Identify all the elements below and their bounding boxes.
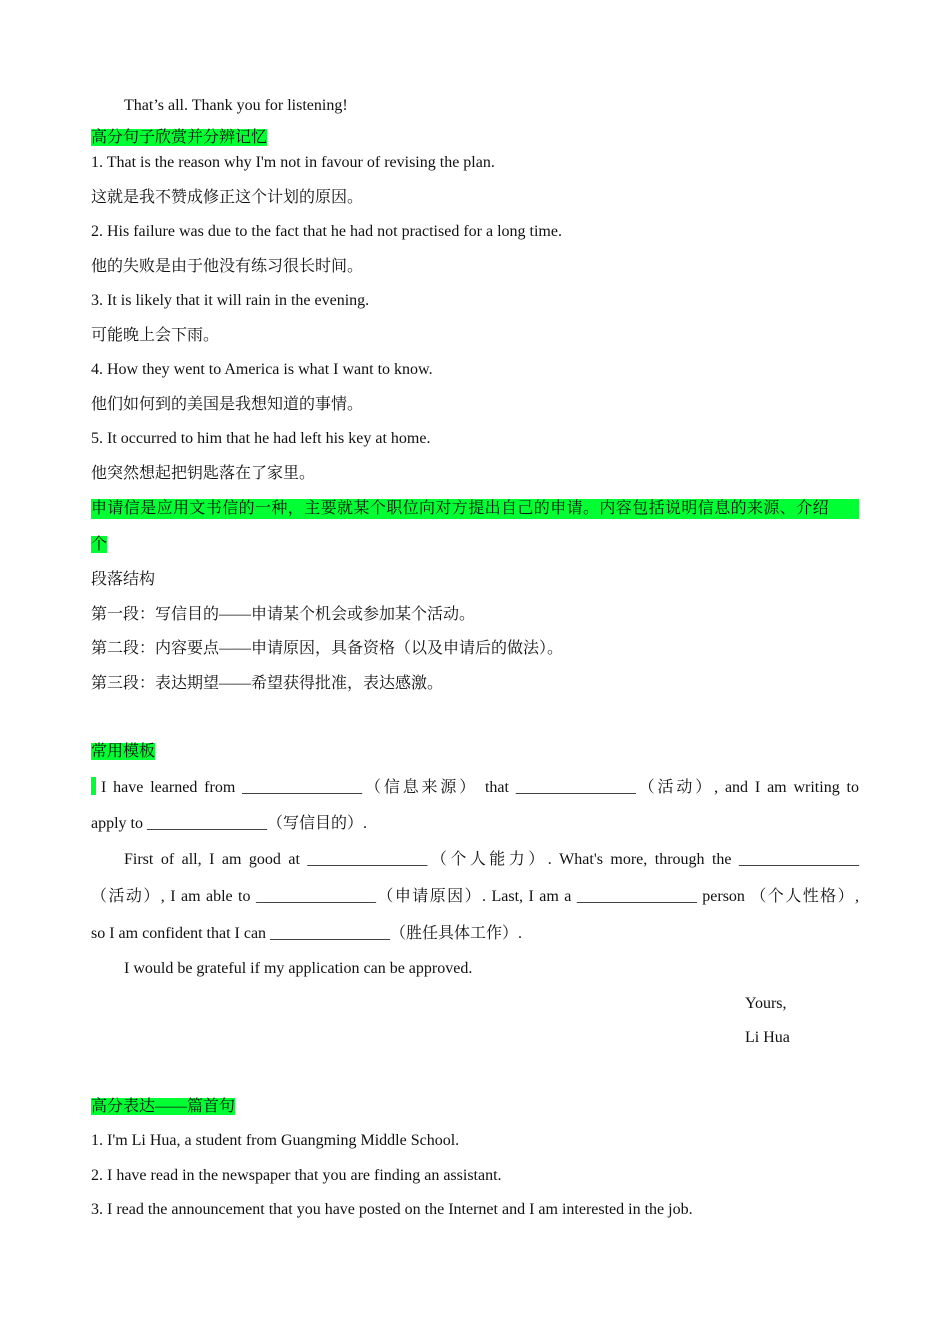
structure-title: 段落结构 (91, 571, 156, 588)
template-line-6: I would be grateful if my application can be approved. (124, 960, 473, 977)
fill-blank: _______________ (242, 779, 363, 796)
opener-sentence-1: 1. I'm Li Hua, a student from Guangming Middle School. (91, 1132, 460, 1149)
sentence-zh-4: 他们如何到的美国是我想知道的事情。 (91, 396, 364, 413)
fill-blank: _______________ (739, 851, 860, 868)
sentence-zh-1: 这就是我不赞成修正这个计划的原因。 (91, 189, 364, 206)
fill-blank: _______________ (576, 888, 697, 905)
fill-blank: _______________ (515, 779, 636, 796)
template-heading-wrap (91, 742, 155, 762)
fill-blank: _______________ (307, 851, 428, 868)
opener-sentence-3: 3. I read the announcement that you have posted on the Internet and I am interested in the job. (91, 1201, 693, 1218)
template-line-4: （活动）, I am able to _______________（申请原因）. Last, I am a _______________ person （个人性格）, (91, 888, 860, 905)
fill-blank: _______________ (255, 888, 376, 905)
structure-paragraph-1: 第一段：写信目的——申请某个机会或参加某个活动。 (91, 606, 476, 623)
highlighted-heading: 高分句子欣赏并分辨记忆 (91, 129, 268, 146)
opener-sentence-2: 2. I have read in the newspaper that you are finding an assistant. (91, 1167, 502, 1184)
signature: Li Hua (745, 1029, 790, 1046)
sentence-zh-2: 他的失败是由于他没有练习很长时间。 (91, 258, 364, 275)
sentence-en-5: 5. It occurred to him that he had left his key at home. (91, 430, 431, 447)
section-heading-sentences (91, 128, 267, 148)
sentence-zh-5: 他突然想起把钥匙落在了家里。 (91, 465, 316, 482)
sentence-en-2: 2. His failure was due to the fact that he had not practised for a long time. (91, 223, 562, 240)
intro-highlight-line-1: 申请信是应用文书信的一种，主要就某个职位向对方提出自己的申请。内容包括说明信息的来源、介绍 (91, 499, 859, 519)
section-heading-openers-wrap (91, 1097, 235, 1117)
template-heading: 常用模板 (91, 743, 156, 760)
sentence-en-1: 1. That is the reason why I'm not in favour of revising the plan. (91, 154, 495, 171)
sentence-en-4: 4. How they went to America is what I want to know. (91, 361, 433, 378)
structure-paragraph-2: 第二段：内容要点——申请原因，具备资格（以及申请后的做法）。 (91, 640, 564, 657)
intro-highlight-line-2: 个 (91, 536, 108, 553)
structure-paragraph-3: 第三段：表达期望——希望获得批准，表达感激。 (91, 675, 444, 692)
template-line-2: apply to _______________（写信目的）. (91, 815, 368, 832)
sign-off: Yours, (745, 995, 787, 1012)
highlight-marker (91, 777, 96, 795)
sentence-zh-3: 可能晚上会下雨。 (91, 327, 220, 344)
section-heading-openers: 高分表达——篇首句 (91, 1098, 236, 1115)
closing-line: That’s all. Thank you for listening! (124, 97, 348, 114)
fill-blank: _______________ (147, 815, 267, 832)
fill-blank: _______________ (270, 925, 391, 942)
template-line-1: I have learned from _______________（信息来源） that _______________（活动）, and I am writing to (91, 777, 859, 798)
template-line-5: so I am confident that I can _______________（胜任具体工作）. (91, 925, 523, 942)
intro-highlight-line-2-wrap (91, 535, 107, 555)
sentence-en-3: 3. It is likely that it will rain in the evening. (91, 292, 370, 309)
template-line-3: First of all, I am good at _______________（个人能力）. What's more, through the _______________ (124, 851, 860, 868)
